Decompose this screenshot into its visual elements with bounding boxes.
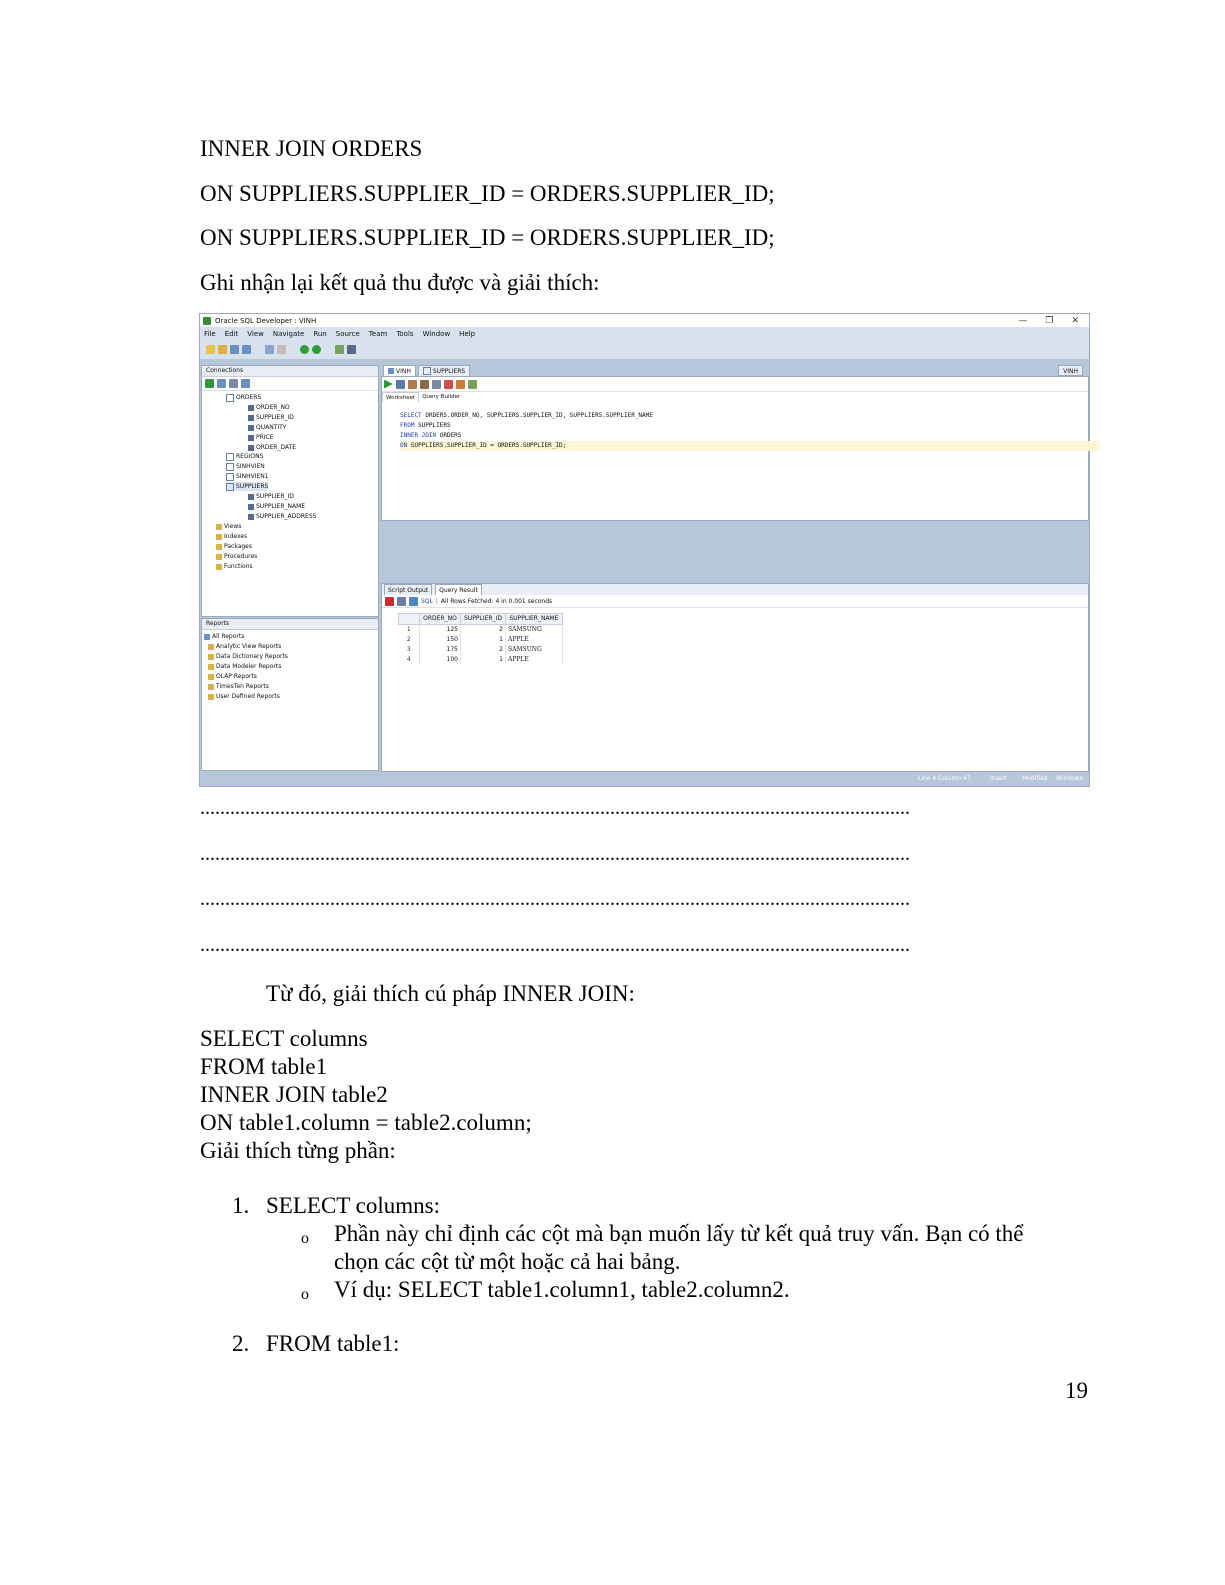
list-item-1-sub-1: Phần này chỉ định các cột mà bạn muốn lấy từ kết quả truy vấn. Bạn có thể chọn các cột từ một hoặc cả hai bảng. xyxy=(334,1221,1024,1274)
ide-toolbar xyxy=(200,340,1089,360)
table-row[interactable]: 3 175 2 SAMSUNG xyxy=(399,645,563,655)
status-position: Line 4 Column 47 xyxy=(918,775,971,782)
undo-icon[interactable] xyxy=(265,345,274,354)
explain-plan-icon[interactable] xyxy=(432,380,441,389)
maximize-icon[interactable]: ❐ xyxy=(1045,315,1054,326)
results-panel xyxy=(381,583,1089,772)
ide-body xyxy=(200,360,1089,772)
syntax-explain-label: Giải thích từng phần: xyxy=(200,1138,396,1163)
run-statement-icon[interactable] xyxy=(384,380,393,389)
connections-label: Connections xyxy=(202,366,378,377)
list-number-1: 1. xyxy=(232,1193,250,1218)
connections-panel xyxy=(201,365,379,617)
text-line-3: ON SUPPLIERS.SUPPLIER_ID = ORDERS.SUPPLIER_ID; xyxy=(200,225,775,250)
tree-col-quantity[interactable]: QUANTITY xyxy=(248,423,286,432)
tree-col-supplier-id[interactable]: SUPPLIER_ID xyxy=(248,413,294,422)
subtab-worksheet[interactable]: Worksheet xyxy=(382,392,419,402)
list-item-2: FROM table1: xyxy=(266,1331,400,1356)
autotrace-icon[interactable] xyxy=(444,380,453,389)
commit-icon[interactable] xyxy=(408,380,417,389)
table-row[interactable]: 4 100 1 APPLE xyxy=(399,655,563,665)
reports-panel xyxy=(201,618,379,771)
tree-node-functions[interactable]: Functions xyxy=(216,562,253,571)
result-tabs xyxy=(382,584,1088,595)
tree-node-sinhvien[interactable]: SINHVIEN xyxy=(226,462,265,471)
save-icon[interactable] xyxy=(230,345,239,354)
worksheet-editor xyxy=(381,376,1089,521)
menu-edit[interactable]: Edit xyxy=(224,329,239,338)
status-insert: Insert xyxy=(990,775,1008,782)
report-user-defined[interactable]: User Defined Reports xyxy=(208,692,280,701)
menu-file[interactable]: File xyxy=(204,329,216,338)
answer-line-1: .............................................................................................................................................. xyxy=(200,797,910,819)
print-icon[interactable] xyxy=(397,597,406,606)
col-supplier-name[interactable]: SUPPLIER_NAME xyxy=(506,614,563,625)
report-analytic-view[interactable]: Analytic View Reports xyxy=(208,642,281,651)
tree-node-indexes[interactable]: Indexes xyxy=(216,532,247,541)
list-number-2: 2. xyxy=(232,1331,250,1356)
answer-line-3: .............................................................................................................................................. xyxy=(200,888,910,910)
connections-toolbar xyxy=(202,377,378,391)
answer-line-2: .............................................................................................................................................. xyxy=(200,843,910,865)
tree-col-price[interactable]: PRICE xyxy=(248,433,274,442)
tree-node-orders[interactable]: ORDERS xyxy=(226,393,261,402)
binoculars-icon[interactable] xyxy=(347,345,356,354)
ide-title: Oracle SQL Developer : VINH xyxy=(215,316,317,325)
tree-node-regions[interactable]: REGIONS xyxy=(226,452,263,461)
tree-node-procedures[interactable]: Procedures xyxy=(216,552,257,561)
list-item-1: SELECT columns: xyxy=(266,1193,440,1218)
back-icon[interactable] xyxy=(300,345,309,354)
worksheet-subtabs xyxy=(382,392,1088,402)
tree-col-supplier-address[interactable]: SUPPLIER_ADDRESS xyxy=(248,512,316,521)
syntax-block xyxy=(200,1025,532,1165)
menu-view[interactable]: View xyxy=(247,329,264,338)
answer-line-4: .............................................................................................................................................. xyxy=(200,934,910,956)
col-order-no[interactable]: ORDER_NO xyxy=(420,614,461,625)
menu-help[interactable]: Help xyxy=(459,329,476,338)
connection-selector[interactable]: VINH xyxy=(1058,365,1083,376)
bullet-icon: o xyxy=(301,1230,309,1247)
list-item-1-sub-2: Ví dụ: SELECT table1.column1, table2.column2. xyxy=(334,1277,790,1302)
save-all-icon[interactable] xyxy=(242,345,251,354)
syntax-line-on: ON table1.column = table2.column; xyxy=(200,1110,532,1135)
minimize-icon[interactable]: — xyxy=(1018,315,1028,326)
report-timesten[interactable]: TimesTen Reports xyxy=(208,682,269,691)
bullet-icon: o xyxy=(301,1286,309,1303)
menu-team[interactable]: Team xyxy=(368,329,388,338)
text-line-2: ON SUPPLIERS.SUPPLIER_ID = ORDERS.SUPPLIER_ID; xyxy=(200,181,775,206)
forward-icon[interactable] xyxy=(312,345,321,354)
tree-col-order-no[interactable]: ORDER_NO xyxy=(248,403,290,412)
tree-col-supplier-id-2[interactable]: SUPPLIER_ID xyxy=(248,492,294,501)
tree-node-views[interactable]: Views xyxy=(216,522,241,531)
app-icon xyxy=(203,317,211,325)
rollback-icon[interactable] xyxy=(420,380,429,389)
worksheet-toolbar xyxy=(382,377,1088,392)
fetch-status: All Rows Fetched: 4 in 0.001 seconds xyxy=(440,597,553,605)
ide-statusbar xyxy=(200,772,1089,796)
editor-tabs xyxy=(381,365,1089,376)
tree-node-suppliers[interactable]: SUPPLIERS xyxy=(226,482,268,491)
refresh-results-icon[interactable] xyxy=(409,597,418,606)
page-number: 19 xyxy=(1065,1378,1088,1403)
result-toolbar: SQL | All Rows Fetched: 4 in 0.001 seconds xyxy=(382,595,1088,608)
report-data-dictionary[interactable]: Data Dictionary Reports xyxy=(208,652,288,661)
menu-tools[interactable]: Tools xyxy=(396,329,414,338)
history-icon[interactable] xyxy=(468,380,477,389)
sql-developer-screenshot xyxy=(199,313,1090,796)
result-grid xyxy=(398,613,563,665)
tab-suppliers[interactable]: SUPPLIERS xyxy=(418,365,470,376)
db-migrate-icon[interactable] xyxy=(335,345,344,354)
refresh-icon[interactable] xyxy=(217,379,226,388)
schema-browser-icon[interactable] xyxy=(241,379,250,388)
tree-node-sinhvien1[interactable]: SINHVIEN1 xyxy=(226,472,269,481)
col-supplier-id[interactable]: SUPPLIER_ID xyxy=(461,614,506,625)
syntax-line-from: FROM table1 xyxy=(200,1054,328,1079)
report-all[interactable]: All Reports xyxy=(204,632,244,641)
reports-label: Reports xyxy=(202,619,378,630)
status-line-ending: Windows: CR xyxy=(1056,775,1085,796)
redo-icon[interactable] xyxy=(277,345,286,354)
menu-run[interactable]: Run xyxy=(313,329,327,338)
table-row[interactable]: 1 125 2 SAMSUNG xyxy=(399,625,563,636)
add-connection-icon[interactable] xyxy=(205,379,214,388)
sql-label[interactable]: SQL xyxy=(421,597,433,605)
sql-code[interactable]: SELECT ORDERS.ORDER_NO, SUPPLIERS.SUPPLIER_ID, SUPPLIERS.SUPPLIER_NAME FROM SUPPLIERS INNER JOIN ORDERS ON SUPPLIERS.SUPPLIER_ID = ORDERS.SUPPLIER_ID; xyxy=(400,411,1100,451)
tab-script-output[interactable]: Script Output xyxy=(384,584,432,595)
menu-source[interactable]: Source xyxy=(335,329,360,338)
run-script-icon[interactable] xyxy=(396,380,405,389)
left-pane xyxy=(200,365,380,772)
open-folder-icon[interactable] xyxy=(218,345,227,354)
subtab-query-builder[interactable]: Query Builder xyxy=(422,394,461,400)
instruction-line: Ghi nhận lại kết quả thu được và giải thích: xyxy=(200,270,600,295)
clear-icon[interactable] xyxy=(456,380,465,389)
new-file-icon[interactable] xyxy=(206,345,215,354)
tab-vinh[interactable]: VINH xyxy=(383,365,416,376)
report-olap[interactable]: OLAP Reports xyxy=(208,672,257,681)
syntax-line-select: SELECT columns xyxy=(200,1026,368,1051)
status-modified: Modified xyxy=(1022,775,1048,782)
close-icon[interactable]: ✕ xyxy=(1071,315,1079,326)
explain-heading: Từ đó, giải thích cú pháp INNER JOIN: xyxy=(266,981,635,1006)
tree-col-supplier-name[interactable]: SUPPLIER_NAME xyxy=(248,502,305,511)
menu-navigate[interactable]: Navigate xyxy=(272,329,305,338)
table-row[interactable]: 2 150 1 APPLE xyxy=(399,635,563,645)
pin-icon[interactable] xyxy=(385,597,394,606)
ide-titlebar xyxy=(200,314,1089,327)
right-pane xyxy=(381,365,1089,772)
tree-node-packages[interactable]: Packages xyxy=(216,542,252,551)
syntax-line-join: INNER JOIN table2 xyxy=(200,1082,388,1107)
tree-col-order-date[interactable]: ORDER_DATE xyxy=(248,443,296,452)
filter-icon[interactable] xyxy=(229,379,238,388)
ide-menubar xyxy=(200,327,1089,340)
text-line-1: INNER JOIN ORDERS xyxy=(200,136,423,161)
menu-window[interactable]: Window xyxy=(422,329,451,338)
tab-query-result[interactable]: Query Result xyxy=(435,584,482,595)
report-data-modeler[interactable]: Data Modeler Reports xyxy=(208,662,281,671)
